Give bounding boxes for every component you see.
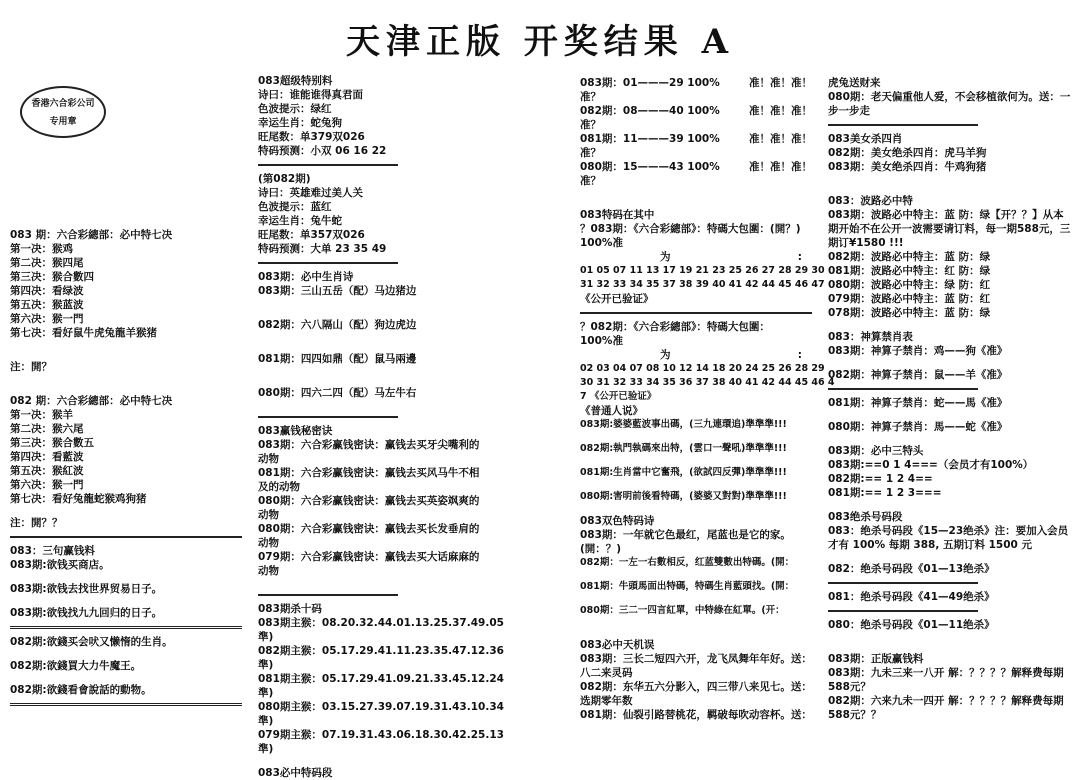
text-line: 082期:欲錢買大力牛魔王。 — [10, 660, 142, 672]
text-line: 083双色特码诗 — [580, 515, 655, 527]
text-line: 第三决：猴合數四 — [10, 271, 94, 283]
number-line: 7 《公开已验证》 — [580, 391, 657, 402]
text-line: 第四决：看绿波 — [10, 285, 84, 297]
text-line: 第一决：猴羊 — [10, 409, 73, 421]
text-line: 色波提示：绿红 — [258, 103, 332, 115]
text-line: 081期：四四如鼎（配）鼠马兩邊 — [258, 353, 417, 365]
text-line: 虎兔送财来 — [828, 77, 881, 89]
text-line: 083期：波路必中特主：蓝 防：绿【开？？】从本期开始不在公开一波需要请订料，每一期588元，三期订¥1580 !!! — [828, 209, 1071, 249]
text-line: 080期：波路必中特主：绿 防：红 — [828, 279, 991, 291]
text-line: 083期：三长二短四六开，龙飞凤舞年年好。送：八二来灵码 — [580, 653, 812, 679]
text-line: 081期：神算子禁肖：蛇——馬《准》 — [828, 397, 1008, 409]
text-line: 第二决：猴四尾 — [10, 257, 84, 269]
text-line: 083美女杀四肖 — [828, 133, 903, 145]
text-line: 準) — [258, 715, 274, 727]
text-line: 特码预测：小双 06 16 22 — [258, 145, 387, 157]
text-line: 083期：01———29 100% — [580, 77, 720, 89]
note: 注：開？？ — [10, 517, 63, 529]
seven-rules-083 — [10, 228, 242, 340]
text-line: 083期：一年就它色最红，尾蓝也是它的家。(開：？) — [580, 529, 791, 555]
special-material-083 — [258, 74, 576, 158]
text-line: 083期：必中三特头 — [828, 445, 924, 457]
text-line: 082期:執門執碼來出特，(雲口一聲吼)準準準!!! — [580, 443, 787, 454]
text-line: 083期:婆婆藍波事出碼，(三九連環追)準準準!!! — [580, 419, 787, 430]
text-line: 《普通人说》 — [580, 405, 643, 417]
text-line: 第二决：猴六尾 — [10, 423, 84, 435]
text-line: 082期：一左一右數相反，红蓝雙數出特碼。(開： — [580, 557, 795, 568]
text-line: 080：绝杀号码段《01—11绝杀》 — [828, 619, 995, 631]
text-line: 准！准！准！ — [749, 77, 812, 89]
text-line: 083超级特别料 — [258, 75, 333, 87]
text-line: 083期：神算子禁肖：鸡——狗《准》 — [828, 345, 1008, 357]
text-line: 100%准 — [580, 237, 623, 249]
text-line: 第五决：猴蓝波 — [10, 299, 84, 311]
column-1 — [10, 70, 242, 750]
text-line: 082期：六来九未一四开 解：？？？？解释费每期588元？？ — [828, 695, 1064, 721]
text-line: 079期：六合彩赢钱密诀：赢钱去买大话麻麻的动物 — [258, 551, 480, 577]
text-line: 旺尾数：单379双026 — [258, 131, 365, 143]
text-line: 082期：东华五六分影入，四三带八来见七。送：选期零年数 — [580, 681, 812, 707]
text-line: 080期:害明前後看特碼，(婆婆又對對)準準準!!! — [580, 491, 787, 502]
text-line: 准？ — [580, 147, 601, 159]
text-line: 083期：六合彩赢钱密诀：赢钱去买牙尖嘴利的动物 — [258, 439, 480, 465]
text-line: 第七决：看好鼠牛虎兔龍羊猴猪 — [10, 327, 157, 339]
text-line: 081期主猴：05.17.29.41.09.21.33.45.12.24 — [258, 673, 504, 685]
text-line: 色波提示：蓝红 — [258, 201, 332, 213]
text-line: 准？ — [580, 119, 601, 131]
text-line: 083特码在其中 — [580, 209, 655, 221]
text-line: 083期：正版赢钱料 — [828, 653, 924, 665]
text-line: 081期：六合彩赢钱密诀：赢钱去买风马牛不相及的动物 — [258, 467, 480, 493]
text-line: 第四决：看藍波 — [10, 451, 84, 463]
text-line: 083期:欲钱买商店。 — [10, 559, 110, 571]
text-line: 幸运生肖：蛇兔狗 — [258, 117, 342, 129]
text-line: 第七决：看好兔龍蛇猴鸡狗猪 — [10, 493, 147, 505]
text-line: 081期:生肖當中它奮飛，(欲試四反彈)準準準!!! — [580, 467, 787, 478]
text-line: 080期：六合彩赢钱密诀：赢钱去买长发垂肩的动物 — [258, 523, 480, 549]
text-line: 080期：六合彩赢钱密诀：赢钱去买英姿飒爽的动物 — [258, 495, 480, 521]
note: 注：開？ — [10, 361, 52, 373]
text-line: 083：神算禁肖表 — [828, 331, 913, 343]
text-line: 第五决：猴紅波 — [10, 465, 84, 477]
number-line: 02 03 04 07 08 10 12 14 18 20 24 25 26 28 29 — [580, 363, 825, 374]
seal-bottom-text: 专用章 — [49, 117, 77, 127]
text-line: 083期：必中生肖诗 — [258, 271, 354, 283]
text-line: 诗曰：英雄难过美人关 — [258, 187, 363, 199]
text-line: 准！准！准！ — [749, 105, 812, 117]
text-line: 特码预测：大单 23 35 49 — [258, 243, 387, 255]
text-line: 080期：三二一四言紅單，中特綠在紅單。(开： — [580, 605, 785, 616]
text-line: 準) — [258, 659, 274, 671]
text-line: 第六决：猴一門 — [10, 479, 84, 491]
column-2 — [258, 70, 576, 779]
text-line: 第六决：猴一門 — [10, 313, 84, 325]
text-line: 083期：三山五岳（配）马边猪边 — [258, 285, 417, 297]
text-line: 083必中天机误 — [580, 639, 655, 651]
text-line: 082期：08———40 100% — [580, 105, 720, 117]
seven-rules-082 — [10, 394, 242, 506]
text-line: 083必中特码段 — [258, 767, 333, 779]
text-line: ？083期：《六合彩總部》：特碼大包圍：(開？) — [580, 223, 801, 235]
column-4 — [828, 70, 1073, 750]
text-line: 082期：美女绝杀四肖：虎马羊狗 — [828, 147, 987, 159]
text-line: 准！准！准！ — [749, 161, 812, 173]
text-line: 078期：波路必中特主：蓝 防：绿 — [828, 307, 991, 319]
text-line: 082期:== 1 2 4== — [828, 473, 933, 485]
text-line: 081期：牛頭馬面出特碼，特碼生肖藍頭找。(開： — [580, 581, 795, 592]
text-line: 082 期：六合彩總部：必中特七决 — [10, 395, 173, 407]
text-line: 准？ — [580, 175, 601, 187]
text-line: 081：绝杀号码段《41—49绝杀》 — [828, 591, 995, 603]
text-line: 准？ — [580, 91, 601, 103]
text-line: 079期主猴：07.19.31.43.06.18.30.42.25.13 — [258, 729, 504, 741]
text-line: 083 期：六合彩總部：必中特七决 — [10, 229, 173, 241]
text-line: 《公开已验证》 — [580, 293, 654, 305]
text-line: 082期:欲錢看會說話的動物。 — [10, 684, 152, 696]
text-line: 080期：15———43 100% — [580, 161, 720, 173]
text-line: 081期:== 1 2 3=== — [828, 487, 942, 499]
text-line: ？082期：《六合彩總部》：特碼大包圍： — [580, 321, 770, 333]
text-line: 幸运生肖：兔牛蛇 — [258, 215, 342, 227]
text-line: 100%准 — [580, 335, 623, 347]
text-line: 083：波路必中特 — [828, 195, 913, 207]
number-line: 31 32 33 34 35 37 38 39 40 41 42 44 45 46 47 — [580, 279, 825, 290]
text-line: 081期：波路必中特主：红 防：绿 — [828, 265, 991, 277]
text-line: 083期杀十码 — [258, 603, 322, 615]
text-line: 082期主猴：05.17.29.41.11.23.35.47.12.36 — [258, 645, 504, 657]
text-line: 082期：波路必中特主：蓝 防：绿 — [828, 251, 991, 263]
number-line: 01 05 07 11 13 17 19 21 23 25 26 27 28 29 30 — [580, 265, 825, 276]
text-line: 为 — [660, 349, 671, 361]
text-line: 旺尾数：单357双026 — [258, 229, 365, 241]
text-line: 准！准！准！ — [749, 133, 812, 145]
text-line: 081期：11———39 100% — [580, 133, 720, 145]
text-line: 080期主猴：03.15.27.39.07.19.31.43.10.34 — [258, 701, 504, 713]
text-line: 079期：波路必中特主：蓝 防：红 — [828, 293, 991, 305]
text-line: 準) — [258, 631, 274, 643]
text-line: 第三决：猴合數五 — [10, 437, 94, 449]
hit-rate-rows — [580, 76, 820, 188]
text-line: 083期:欲钱找九九回归的日子。 — [10, 607, 163, 619]
seal-top-text: 香港六合彩公司 — [31, 99, 95, 109]
text-line: 083期：九未三来一八开 解：？？？？解释费每期588元？ — [828, 667, 1064, 693]
text-line: 080期：神算子禁肖：馬——蛇《准》 — [828, 421, 1008, 433]
text-line: 081期：仙裂引路替桃花，羁破每吹动容杯。送： — [580, 709, 812, 721]
number-line: 30 31 32 33 34 35 36 37 38 40 41 42 44 45 46 4 — [580, 377, 835, 388]
text-line: 083绝杀号码段 — [828, 511, 903, 523]
text-line: 080期：老天偏重他人爱，不会移植欲何为。送：一步一步走 — [828, 91, 1071, 117]
text-line: 082期:欲錢买会吠又懒惰的生肖。 — [10, 636, 173, 648]
page-title: 天津正版 开奖结果 A — [345, 22, 735, 62]
text-line: 083期:==0 1 4===（会员才有100%） — [828, 459, 1034, 471]
text-line: 082期：六八隔山（配）狗边虎边 — [258, 319, 417, 331]
text-line: 083：三句赢钱料 — [10, 545, 95, 557]
text-line: 为 — [660, 251, 671, 263]
special-material-082 — [258, 172, 576, 256]
text-line: 083期：美女绝杀四肖：牛鸡狗猪 — [828, 161, 987, 173]
text-line: 準) — [258, 687, 274, 699]
text-line: 083：绝杀号码段《15—23绝杀》注：要加入会员才有 100% 每期 388, 五期订料 1500 元 — [828, 525, 1069, 551]
text-line: 準) — [258, 743, 274, 755]
text-line: 第一决：猴鸡 — [10, 243, 73, 255]
text-line: 083期:欲钱去找世界贸易日子。 — [10, 583, 163, 595]
text-line: 诗曰：谁能谁得真君面 — [258, 89, 363, 101]
text-line: 080期：四六二四（配）马左牛右 — [258, 387, 417, 399]
text-line: (第082期) — [258, 173, 311, 185]
text-line: 083期主猴：08.20.32.44.01.13.25.37.49.05 — [258, 617, 504, 629]
column-3: 083期：01———29 100% 准！准！准！ 准？ 082期：08———40 100% 准！准！准！ 准？ 081期：11———39 100% 准！准！准！ 准？ 080期：15———43 100% 准！准！准！ 准？ 083特码在其中 ？083期：《六合彩總部》：特碼大包圍：(開？) 100%准 为 : 01 05 07 11 13 17 19 21 23 25 26 27 28 29 30 31 32 33 34 35 37 38 39 40 41 42 44 45 46 47 《公开已验证》 ？082期：《六合彩總部》：特碼大包圍： 100%准 为 : 02 03 04 07 08 10 12 14 18 20 24 25 26 28 29 30 31 32 33 34 35 36 37 38 40 41 42 44 45 46 4 7 《公开已验证》 《普通人说》 083期:婆婆藍波事出碼，(三九連環追)準準準!!! 082期:執門執碼來出特，(雲口一聲吼)準準準!!! 081期:生肖當中它奮飛，(欲試四反彈)準準準!!! 080期:害明前後看特碼，(婆婆又對對)準準準!!! 083双色特码诗 083期：一年就它色最红，尾蓝也是它的家。(開：？) 082期：一左一右數相反，红蓝雙數出特碼。(開： 081期：牛頭馬面出特碼，特碼生肖藍頭找。(開： 080期：三二一四言紅單，中特綠在紅單。(开： 083必中天机误 083期：三长二短四六开，龙飞凤舞年年好。送：八二来灵码 082期：东华五六分影入，四三带八来见七。送：选期零年数 081期：仙裂引路替桃花，羁破每吹动容杯。送： — [580, 77, 835, 721]
text-line: 082：绝杀号码段《01—13绝杀》 — [828, 563, 995, 575]
text-line: 082期：神算子禁肖：鼠——羊《准》 — [828, 369, 1008, 381]
text-line: 083赢钱秘密诀 — [258, 425, 333, 437]
